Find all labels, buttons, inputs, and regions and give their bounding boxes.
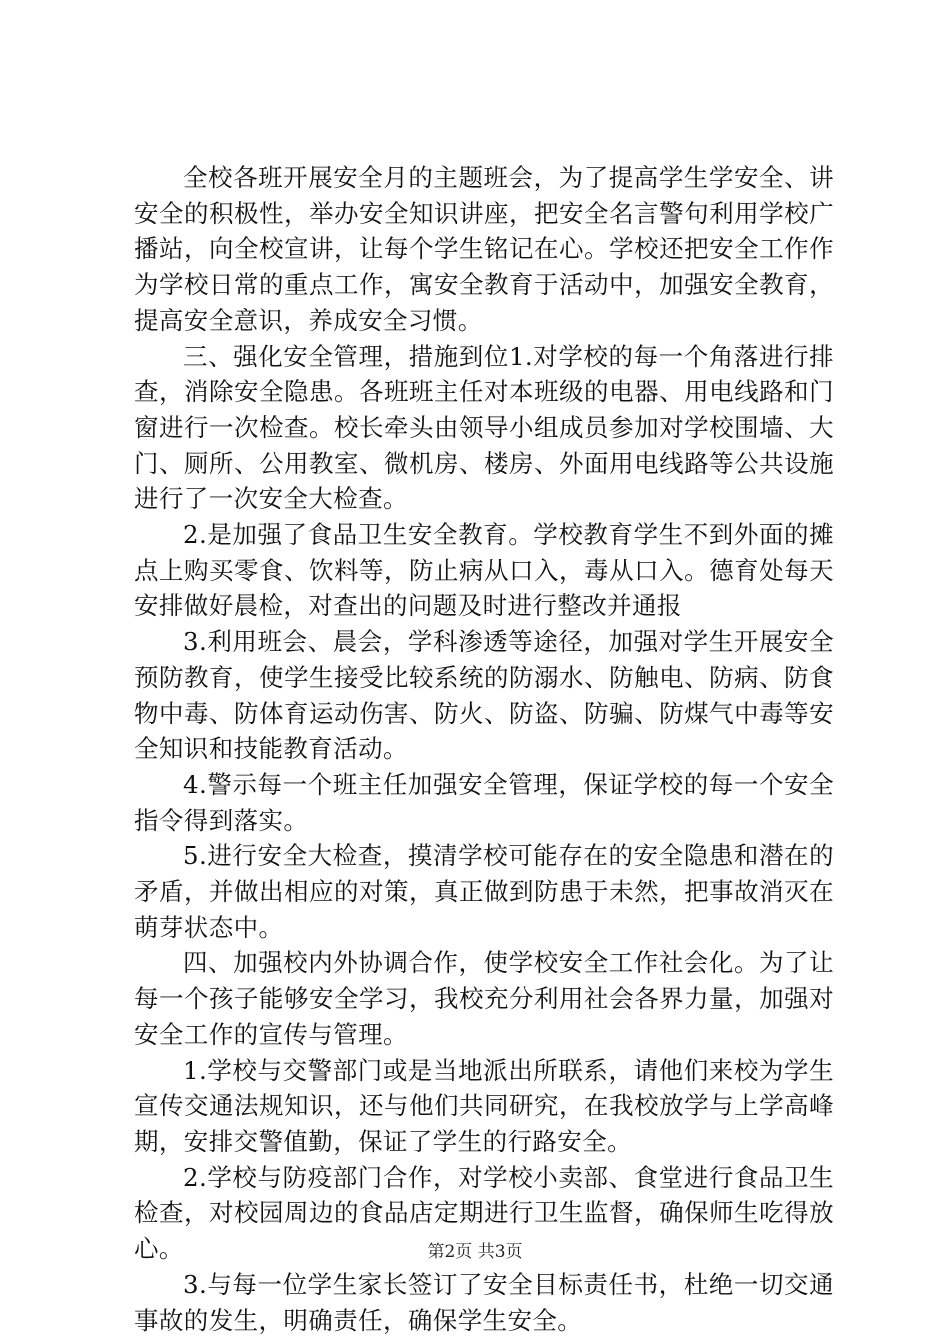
paragraph-section-four: 四、加强校内外协调合作，使学校安全工作社会化。为了让每一个孩子能够安全学习，我校充分利用社会各界力量，加强对安全工作的宣传与管理。 bbox=[134, 948, 834, 1049]
paragraph-safety-month: 全校各班开展安全月的主题班会，为了提高学生学安全、讲安全的积极性，举办安全知识讲座，把安全名言警句利用学校广播站，向全校宣讲，让每个学生铭记在心。学校还把安全工作作为学校日常的重点工作，寓安全教育于活动中，加强安全教育，提高安全意识，养成安全习惯。 bbox=[134, 163, 834, 335]
paragraph-prevention-education: 3.利用班会、晨会，学科渗透等途径，加强对学生开展安全预防教育，使学生接受比较系统的防溺水、防触电、防病、防食物中毒、防体育运动伤害、防火、防盗、防骗、防煤气中毒等安全知识和技能教育活动。 bbox=[134, 627, 834, 764]
paragraph-section-three: 三、强化安全管理，措施到位1.对学校的每一个角落进行排查，消除安全隐患。各班班主任对本班级的电器、用电线路和门窗进行一次检查。校长牵头由领导小组成员参加对学校围墙、大门、厕所、公用教室、微机房、楼房、外面用电线路等公共设施进行了一次安全大检查。 bbox=[134, 341, 834, 514]
paragraph-parent-agreement: 3.与每一位学生家长签订了安全目标责任书，杜绝一切交通事故的发生，明确责任，确保学生安全。 bbox=[134, 1269, 834, 1335]
document-body bbox=[134, 160, 834, 1338]
page-number-footer: 第2页 共3页 bbox=[427, 1242, 523, 1262]
paragraph-food-safety: 2.是加强了食品卫生安全教育。学校教育学生不到外面的摊点上购买零食、饮料等，防止病从口入，毒从口入。德育处每天安排做好晨检，对查出的问题及时进行整改并通报 bbox=[134, 520, 834, 621]
paragraph-epidemic-prevention: 2.学校与防疫部门合作，对学校小卖部、食堂进行食品卫生检查，对校园周边的食品店定期进行卫生监督，确保师生吃得放心。 bbox=[134, 1162, 834, 1264]
paragraph-traffic-police: 1.学校与交警部门或是当地派出所联系，请他们来校为学生宣传交通法规知识，还与他们共同研究，在我校放学与上学高峰期，安排交警值勤，保证了学生的行路安全。 bbox=[134, 1055, 834, 1156]
paragraph-safety-inspection: 5.进行安全大检查，摸清学校可能存在的安全隐患和潜在的矛盾，并做出相应的对策，真正做到防患于未然，把事故消灭在萌芽状态中。 bbox=[134, 841, 834, 942]
paragraph-teacher-warning: 4.警示每一个班主任加强安全管理，保证学校的每一个安全指令得到落实。 bbox=[134, 769, 834, 835]
